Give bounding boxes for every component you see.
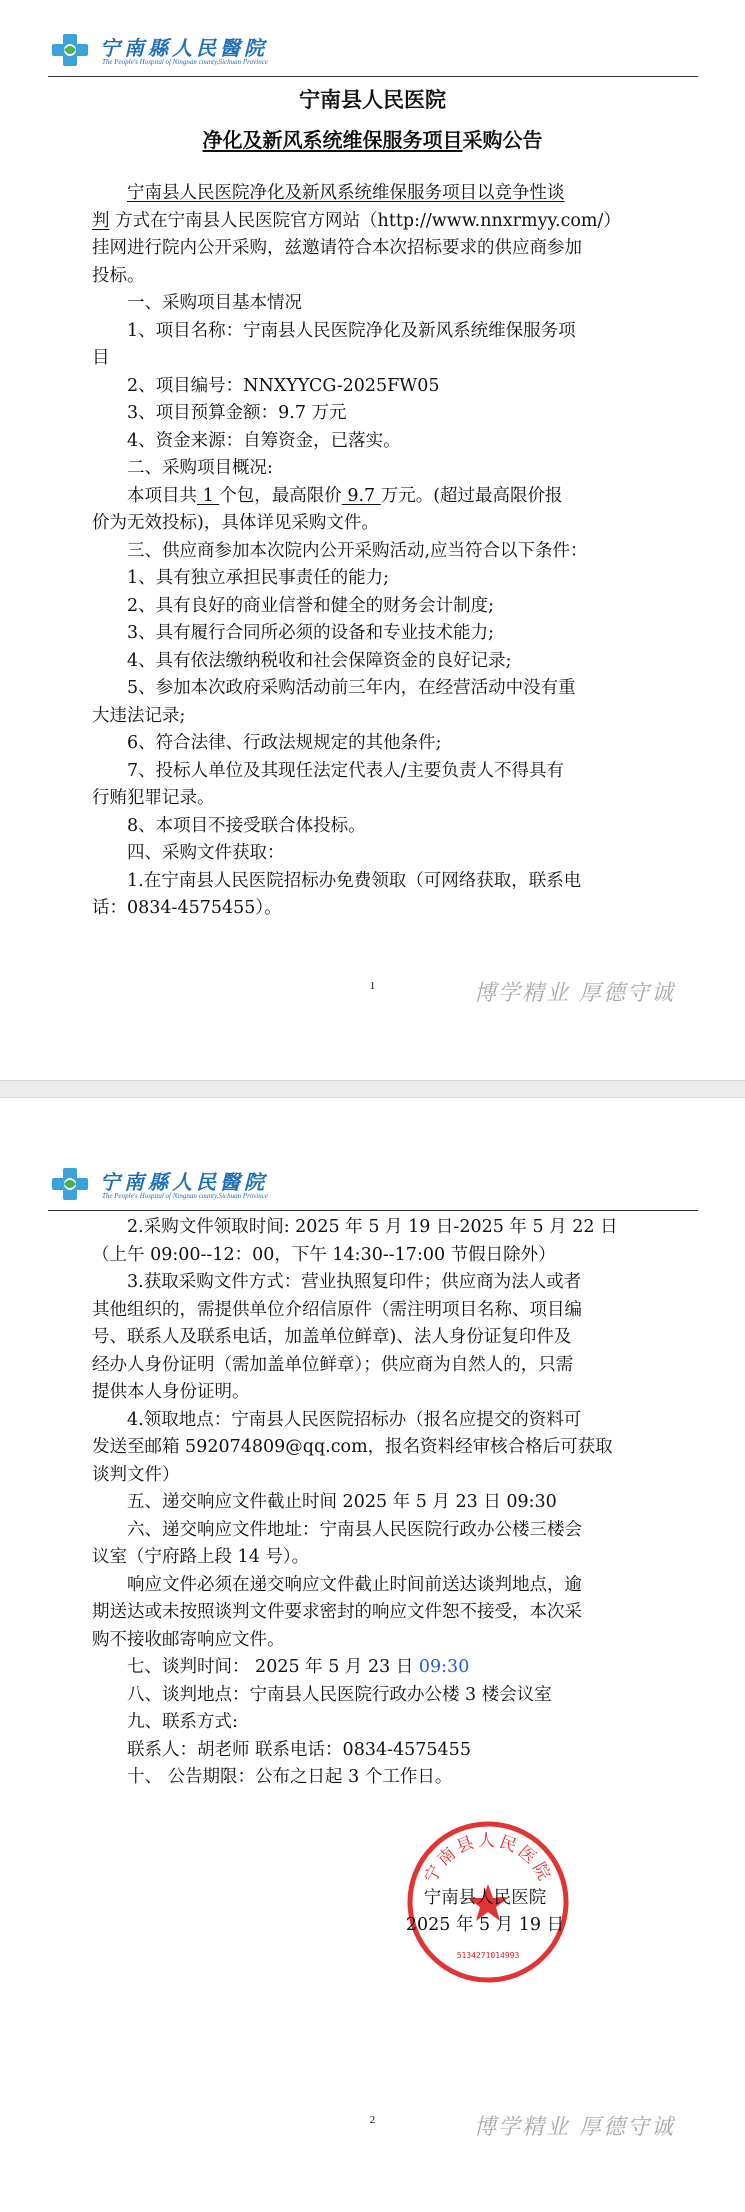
section-heading: 三、供应商参加本次院内公开采购活动,应当符合以下条件：	[127, 540, 588, 561]
page-number: 2	[369, 2114, 376, 2126]
intro-line	[92, 208, 662, 236]
item: 提供本人身份证明。	[92, 1382, 250, 1402]
section-heading	[92, 1654, 662, 1682]
item: 期送达或未按照谈判文件要求密封的响应文件恕不接受，本次采	[92, 1602, 582, 1622]
item: 其他组织的，需提供单位介绍信原件（需注明项目名称、项目编	[92, 1299, 582, 1320]
item: 2.采购文件领取时间: 2025 年 5 月 19 日-2025 年 5 月 22 日	[127, 1217, 618, 1237]
document-page-2	[0, 1098, 745, 2212]
max-price: 9.7	[341, 485, 381, 506]
item: 7、投标人单位及其现任法定代表人/主要负责人不得具有	[127, 760, 565, 781]
item: 2、具有良好的商业信誉和健全的财务会计制度;	[127, 595, 495, 616]
hospital-motto: 博学精业 厚德守诚	[474, 981, 675, 1006]
section-heading: 五、递交响应文件截止时间 2025 年 5 月 23 日 09:30	[127, 1492, 557, 1512]
item: 1、具有独立承担民事责任的能力;	[127, 568, 390, 588]
item: 4.领取地点：宁南县人民医院招标办（报名应提交的资料可	[127, 1409, 582, 1430]
intro-line: 挂网进行院内公开采购，兹邀请符合本次招标要求的供应商参加	[92, 238, 582, 258]
item: 3、项目预算金额：9.7 万元	[127, 403, 347, 423]
negotiation-time: 09:30	[418, 1657, 470, 1677]
seal-text: 宁南县人民医院	[420, 1831, 556, 1887]
section-heading: 十、 公告期限：公布之日起 3 个工作日。	[127, 1767, 453, 1787]
negotiation-date: 七、谈判时间： 2025 年 5 月 23 日	[127, 1657, 419, 1677]
item: 6、符合法律、行政法规规定的其他条件;	[127, 733, 442, 753]
section-heading: 二、采购项目概况:	[127, 458, 273, 478]
item: 号、联系人及联系电话，加盖单位鲜章)、法人身份证复印件及	[92, 1327, 572, 1347]
item: 4、资金来源：自筹资金，已落实。	[127, 430, 401, 451]
contact-line: 联系人：胡老师 联系电话：0834-4575455	[127, 1739, 471, 1760]
item: 8、本项目不接受联合体投标。	[127, 815, 366, 836]
signature-org: 宁南县人民医院	[423, 1888, 547, 1908]
item: 响应文件必须在递交响应文件截止时间前送达谈判地点，逾	[127, 1574, 582, 1595]
page-title: 宁南县人民医院	[299, 88, 446, 112]
item: 大违法记录;	[92, 705, 186, 726]
section-heading: 四、采购文件获取：	[127, 843, 285, 863]
item: 4、具有依法缴纳税收和社会保障资金的良好记录;	[127, 650, 512, 671]
hospital-logo-icon	[48, 32, 92, 68]
page-separator	[0, 1080, 745, 1098]
intro-underlined: 宁南县人民医院净化及新风系统维保服务项目以竞争性谈	[127, 183, 565, 203]
item: 经办人身份证明（需加盖单位鲜章）；供应商为自然人的，只需	[92, 1354, 574, 1375]
item: 目	[92, 348, 110, 368]
item: 发送至邮箱 592074809@qq.com，报名资料经审核合格后可获取	[92, 1437, 613, 1457]
package-count: 1	[197, 485, 220, 506]
subtitle-suffix: 采购公告	[462, 128, 543, 152]
document-page-1	[0, 0, 745, 1080]
item: （上午 09:00--12：00，下午 14:30--17:00 节假日除外）	[92, 1244, 556, 1265]
signature-date: 2025 年 5 月 19 日	[405, 1915, 565, 1935]
hospital-logo-icon	[48, 1166, 92, 1202]
item: 2、项目编号：NNXYYCG-2025FW05	[127, 375, 440, 396]
text: 个包，最高限价	[219, 485, 342, 506]
hospital-english-name: The People's Hospital of Ningnan county,Sichuan Province	[102, 58, 268, 66]
text: 万元。(超过最高限价报	[380, 485, 563, 506]
intro-text: 方式在宁南县人民医院官方网站（http://www.nnxrmyy.com/）	[109, 210, 621, 231]
item: 谈判文件）	[92, 1464, 180, 1485]
hospital-name-logo: 宁南縣人民醫院	[100, 36, 268, 60]
section-heading: 六、递交响应文件地址：宁南县人民医院行政办公楼三楼会	[127, 1519, 582, 1540]
item: 3、具有履行合同所必须的设备和专业技术能力;	[127, 623, 495, 643]
announcement-body-1	[92, 180, 662, 923]
item: 价为无效投标)，具体详见采购文件。	[92, 513, 379, 533]
hospital-motto: 博学精业 厚德守诚	[474, 2115, 675, 2140]
item: 1、项目名称：宁南县人民医院净化及新风系统维保服务项	[127, 320, 576, 341]
item: 议室（宁府路上段 14 号）。	[92, 1547, 310, 1567]
announcement-body-2	[92, 1214, 662, 1792]
section-heading: 一、采购项目基本情况	[127, 293, 302, 313]
item: 行贿犯罪记录。	[92, 788, 215, 808]
intro-line	[92, 180, 662, 208]
item: 1.在宁南县人民医院招标办免费领取（可网络获取，联系电	[127, 870, 582, 891]
text: 本项目共	[127, 485, 197, 506]
hospital-name-logo: 宁南縣人民醫院	[100, 1170, 268, 1194]
item: 5、参加本次政府采购活动前三年内，在经营活动中没有重	[127, 678, 576, 698]
item: 3.获取采购文件方式：营业执照复印件；供应商为法人或者	[127, 1272, 582, 1292]
announcement-subtitle	[0, 124, 745, 153]
item: 购不接收邮寄响应文件。	[92, 1629, 285, 1650]
item: 话：0834-4575455）。	[92, 898, 282, 918]
page-number: 1	[369, 980, 376, 992]
section-heading: 九、联系方式:	[127, 1712, 238, 1732]
intro-line: 投标。	[92, 265, 145, 286]
seal-code: 5134271014993	[456, 1951, 520, 1960]
subtitle-project-name: 净化及新风系统维保服务项目	[202, 128, 463, 152]
intro-underlined: 判	[92, 210, 110, 231]
hospital-english-name: The People's Hospital of Ningnan county,Sichuan Province	[102, 1192, 268, 1200]
letterhead	[48, 1164, 698, 1211]
letterhead	[48, 30, 698, 77]
item	[92, 483, 662, 511]
section-heading: 八、谈判地点：宁南县人民医院行政办公楼 3 楼会议室	[127, 1684, 552, 1705]
